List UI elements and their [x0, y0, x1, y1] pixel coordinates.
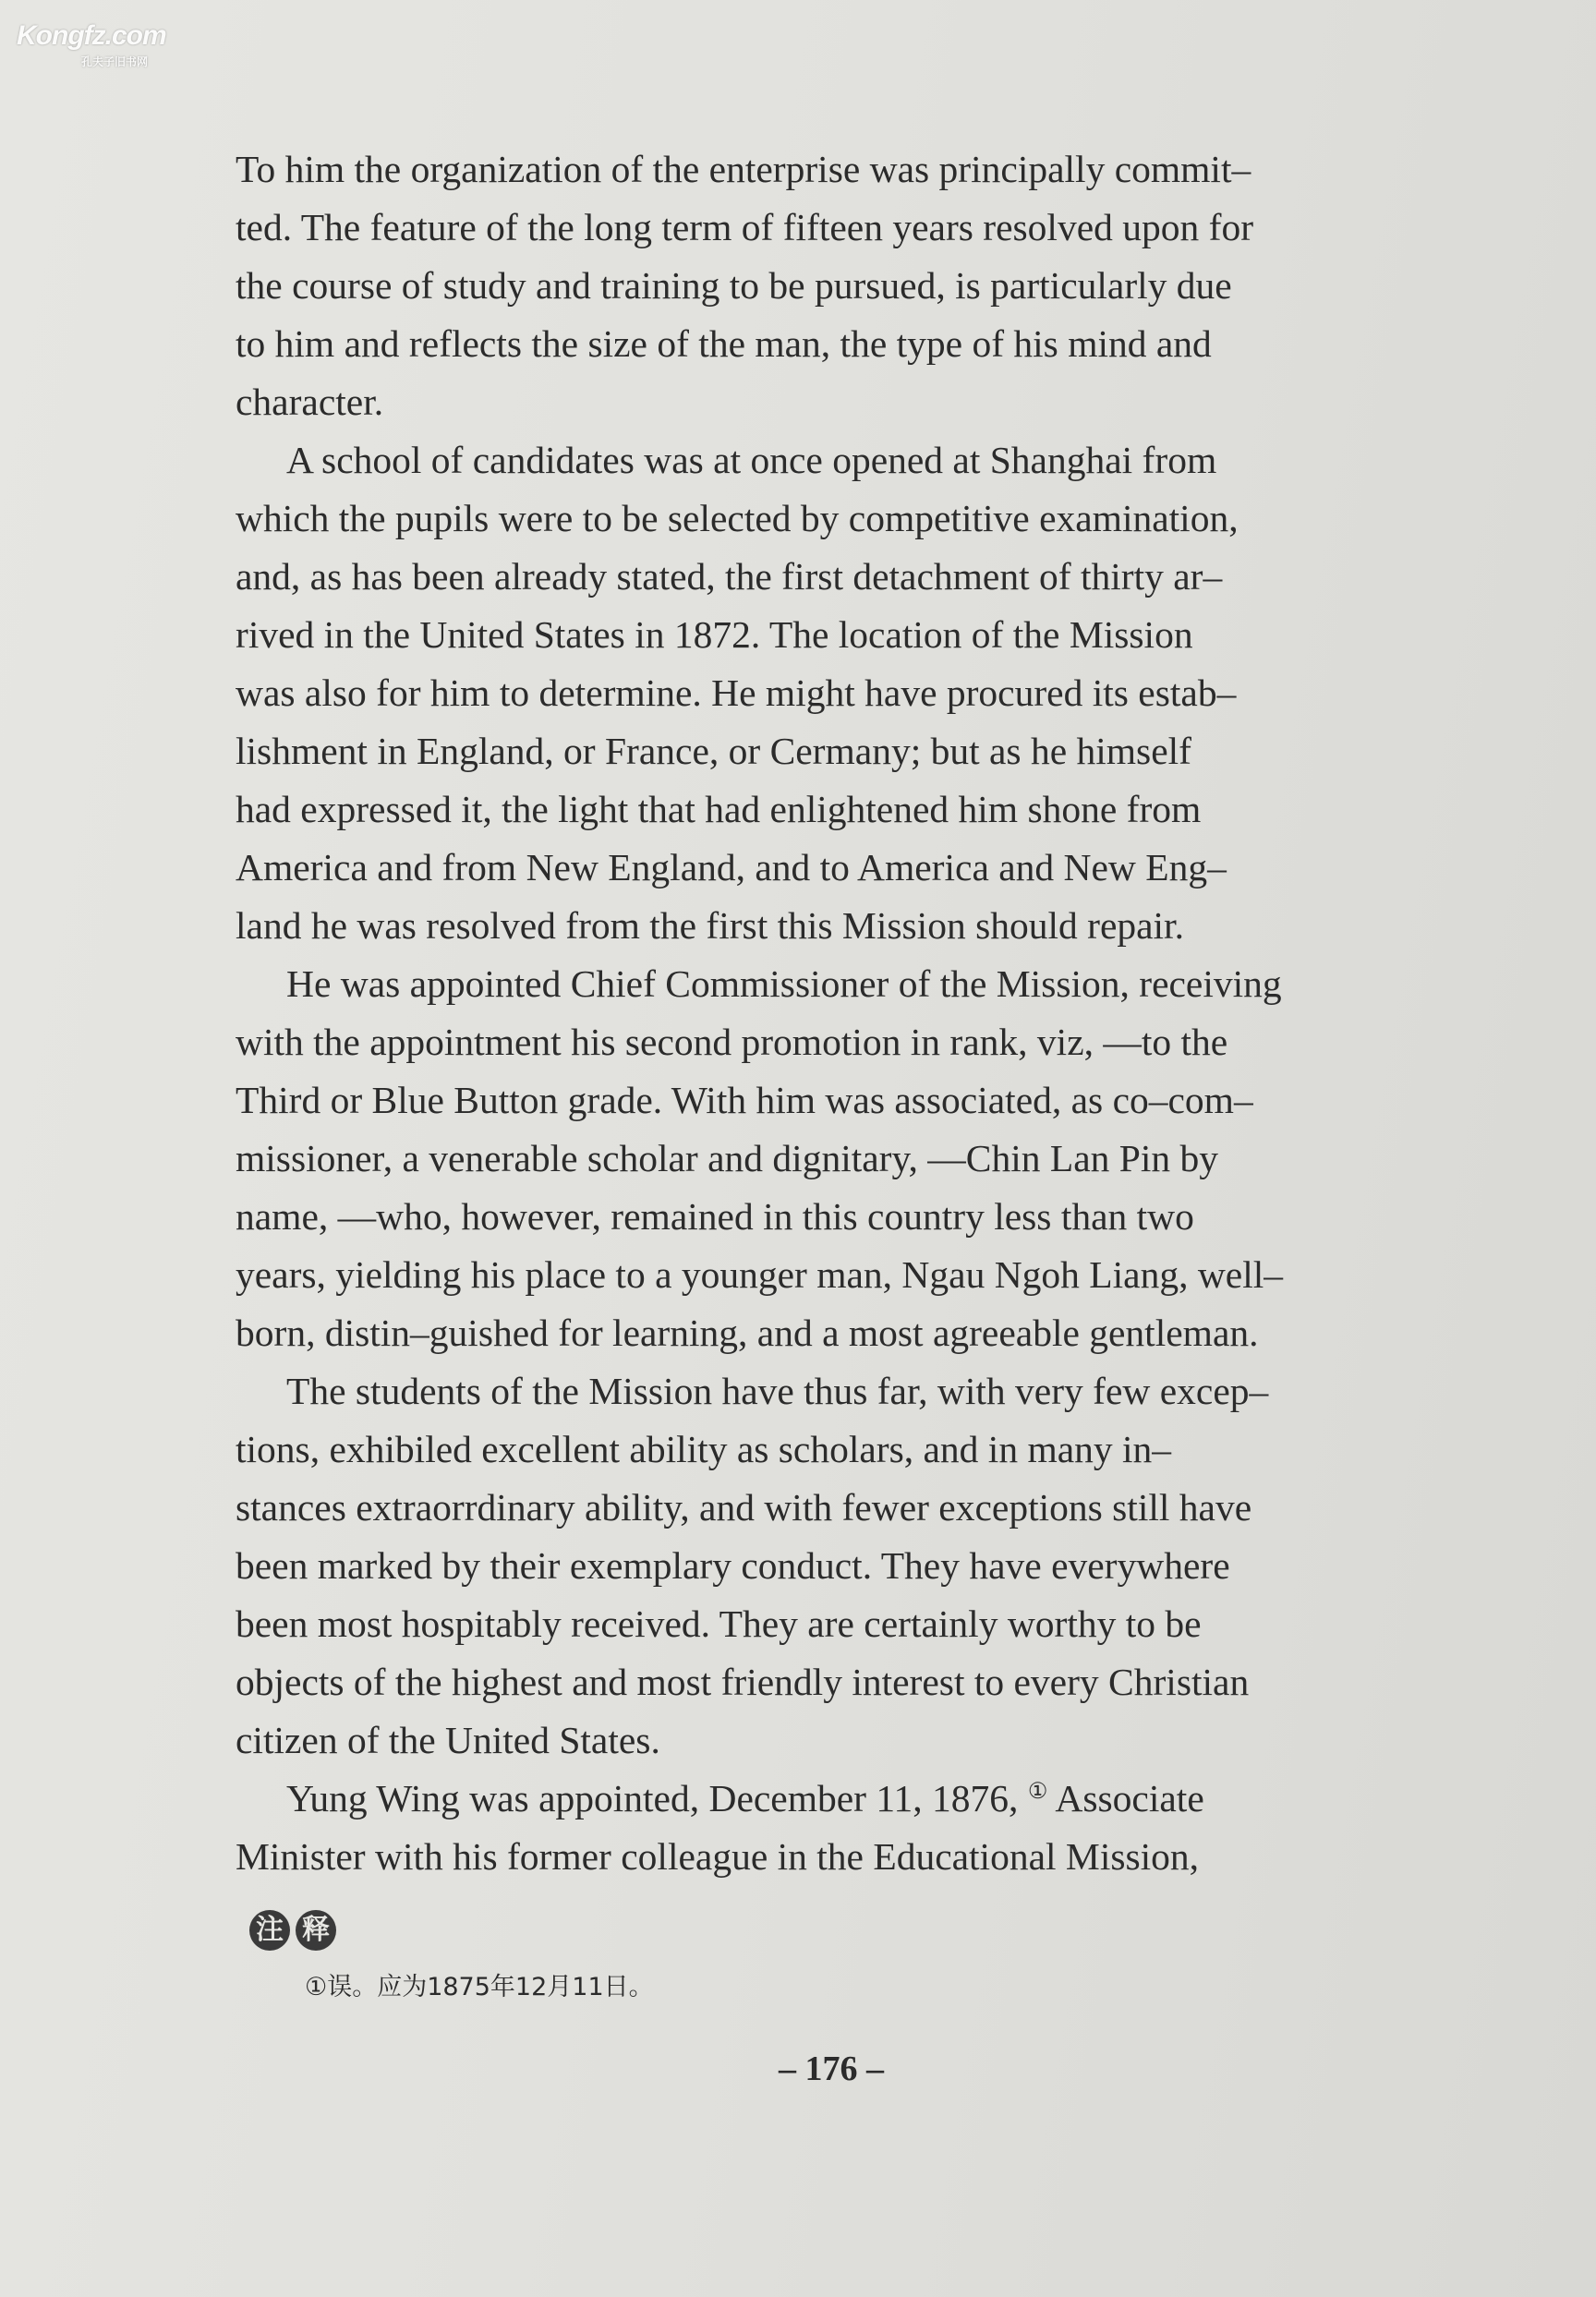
text-line: to him and reflects the size of the man, the type of his mind and — [236, 322, 1212, 365]
text-line: Third or Blue Button grade. With him was associated, as co–com– — [236, 1079, 1253, 1121]
text-line: born, distin–guished for learning, and a most agreeable gentleman. — [236, 1312, 1259, 1354]
footnote-marker[interactable]: ① — [1027, 1780, 1048, 1804]
notes-heading — [249, 1910, 336, 1951]
text-line: was also for him to determine. He might have procured its estab– — [236, 671, 1237, 714]
text-line: rived in the United States in 1872. The location of the Mission — [236, 613, 1193, 656]
text-line: A school of candidates was at once opened at Shanghai from — [286, 439, 1217, 481]
text-line: been most hospitably received. They are certainly worthy to be — [236, 1602, 1202, 1645]
text-line: the course of study and training to be pursued, is particularly due — [236, 264, 1232, 307]
text-line: lishment in England, or France, or Cermany; but as he himself — [236, 730, 1191, 772]
text-line: and, as has been already stated, the first detachment of thirty ar– — [236, 555, 1223, 598]
text-line: character. — [236, 381, 384, 423]
paragraph-2 — [236, 431, 1409, 955]
text-line: Minister with his former colleague in the Educational Mission, — [236, 1835, 1200, 1878]
text-line: with the appointment his second promotion in rank, viz, —to the — [236, 1021, 1228, 1063]
notes-heading-char: 注 — [249, 1910, 290, 1951]
text-line: citizen of the United States. — [236, 1719, 660, 1761]
text-line: ted. The feature of the long term of fifteen years resolved upon for — [236, 206, 1254, 248]
text-line: tions, exhibiled excellent ability as scholars, and in many in– — [236, 1428, 1172, 1470]
watermark-subtitle: 孔夫子旧书网 — [81, 55, 149, 68]
text-line: which the pupils were to be selected by competitive examination, — [236, 497, 1239, 539]
paragraph-5 — [236, 1770, 1409, 1886]
text-line: America and from New England, and to America and New Eng– — [236, 846, 1227, 889]
text-line: To him the organization of the enterprise was principally commit– — [236, 148, 1251, 190]
text-line: name, —who, however, remained in this country less than two — [236, 1195, 1194, 1238]
watermark-logo — [17, 20, 164, 76]
text-line: The students of the Mission have thus far, with very few excep– — [286, 1370, 1269, 1412]
text-line: land he was resolved from the first this Mission should repair. — [236, 904, 1184, 947]
text-line: been marked by their exemplary conduct. They have everywhere — [236, 1544, 1230, 1587]
text-line: stances extraorrdinary ability, and with fewer exceptions still have — [236, 1486, 1252, 1529]
body-text — [236, 140, 1409, 1886]
text-line: Associate — [1047, 1777, 1204, 1819]
text-line: years, yielding his place to a younger man, Ngau Ngoh Liang, well– — [236, 1253, 1284, 1296]
notes-heading-char: 释 — [296, 1910, 336, 1951]
paragraph-4 — [236, 1362, 1409, 1770]
text-line: He was appointed Chief Commissioner of the Mission, receiving — [286, 962, 1282, 1005]
paragraph-1 — [236, 140, 1409, 431]
footnote-1: ①误。应为1875年12月11日。 — [305, 1973, 654, 2001]
page-number: – 176 – — [779, 2049, 884, 2088]
text-line: Yung Wing was appointed, December 11, 1876, — [286, 1777, 1028, 1819]
watermark-logo-text: Kongfz.com — [17, 20, 166, 51]
text-line: had expressed it, the light that had enlightened him shone from — [236, 788, 1202, 830]
paragraph-3 — [236, 955, 1409, 1362]
text-line: objects of the highest and most friendly interest to every Christian — [236, 1661, 1250, 1703]
text-line: missioner, a venerable scholar and dignitary, —Chin Lan Pin by — [236, 1137, 1219, 1179]
